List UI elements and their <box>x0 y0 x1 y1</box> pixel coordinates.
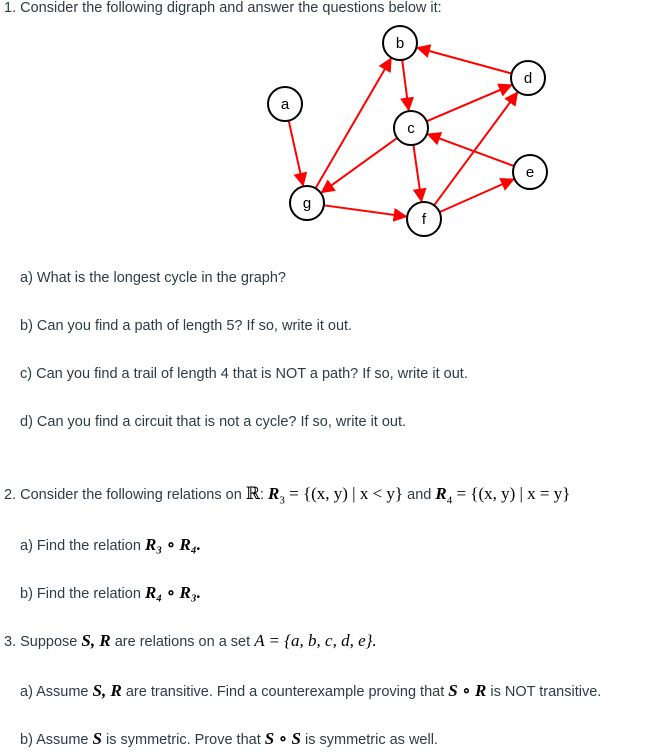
q3-prefix: 3. Suppose <box>4 634 82 650</box>
edge-f-d <box>434 92 517 205</box>
edge-e-c <box>428 134 514 166</box>
node-e <box>513 155 547 189</box>
q3-b-mid: is symmetric. Prove that <box>102 732 265 748</box>
q3-a-end: is NOT transitive. <box>486 684 602 700</box>
q3-mid: are relations on a set <box>110 634 255 650</box>
r4-set: = {(x, y) | x = y} <box>452 484 571 503</box>
edge-b-c <box>402 60 409 110</box>
edge-c-g <box>322 138 398 193</box>
edge-g-f <box>324 205 406 216</box>
q2-b <box>20 583 201 603</box>
q1-title: 1. Consider the following digraph and answer the questions below it: <box>4 0 442 16</box>
q2-a <box>20 535 201 555</box>
q1-c: c) Can you find a trail of length 4 that is NOT a path? If so, write it out. <box>20 366 468 382</box>
q3-set: A = {a, b, c, d, e}. <box>254 631 377 650</box>
digraph <box>0 0 672 250</box>
r3-subscript: 3 <box>279 494 285 507</box>
node-g-label: g <box>302 195 312 212</box>
r4-symbol: R <box>435 484 447 503</box>
node-f <box>407 202 441 236</box>
r3-set: = {(x, y) | x < y} <box>284 484 404 503</box>
q3-sr: S, R <box>81 631 111 650</box>
edge-c-f <box>413 145 421 201</box>
r3-symbol: R <box>268 484 280 503</box>
q3-b-prefix: b) Assume <box>20 732 93 748</box>
node-g <box>290 186 324 220</box>
q1-d: d) Can you find a circuit that is not a cycle? If so, write it out. <box>20 414 407 430</box>
q3-title <box>4 631 377 651</box>
q1-a: a) What is the longest cycle in the graph? <box>20 270 286 286</box>
q2-colon: : <box>259 487 264 503</box>
q3-b-comp: S ∘ S <box>264 729 301 748</box>
r3-definition <box>268 484 404 507</box>
q3-b-end: is symmetric as well. <box>301 732 438 748</box>
q3-a-mid: are transitive. Find a counterexample proving that <box>121 684 449 700</box>
q2-title <box>4 484 570 506</box>
edge-a-g <box>289 121 303 186</box>
node-a <box>268 87 302 121</box>
q2-prefix: 2. Consider the following relations on <box>4 487 246 503</box>
q1-b: b) Can you find a path of length 5? If so, write it out. <box>20 318 353 334</box>
node-e-label: e <box>525 164 535 181</box>
q3-a-prefix: a) Assume <box>20 684 93 700</box>
r4-subscript: 4 <box>446 494 453 507</box>
q3-a-comp: S ∘ R <box>448 681 487 700</box>
node-f-label: f <box>421 211 427 228</box>
q2-b-text: b) Find the relation <box>20 586 145 602</box>
node-b-label: b <box>395 35 405 52</box>
node-c-label: c <box>407 120 415 137</box>
q3-b <box>20 729 438 749</box>
r4-definition <box>435 484 571 507</box>
edge-c-d <box>427 85 512 121</box>
reals-symbol: ℝ <box>245 484 260 503</box>
q3-a <box>20 681 601 701</box>
q2-and: and <box>407 487 432 503</box>
q2-b-math: R₄ ∘ R₃. <box>144 583 202 602</box>
q3-a-sr: S, R <box>92 681 122 700</box>
edge-d-b <box>417 48 511 74</box>
node-b <box>383 26 417 60</box>
q3-b-s: S <box>92 729 102 748</box>
node-d-label: d <box>523 70 533 87</box>
q2-a-text: a) Find the relation <box>20 538 145 554</box>
node-d <box>511 61 545 95</box>
node-c <box>394 111 428 145</box>
q2-a-math: R₃ ∘ R₄. <box>144 535 202 554</box>
node-a-label: a <box>280 96 290 113</box>
